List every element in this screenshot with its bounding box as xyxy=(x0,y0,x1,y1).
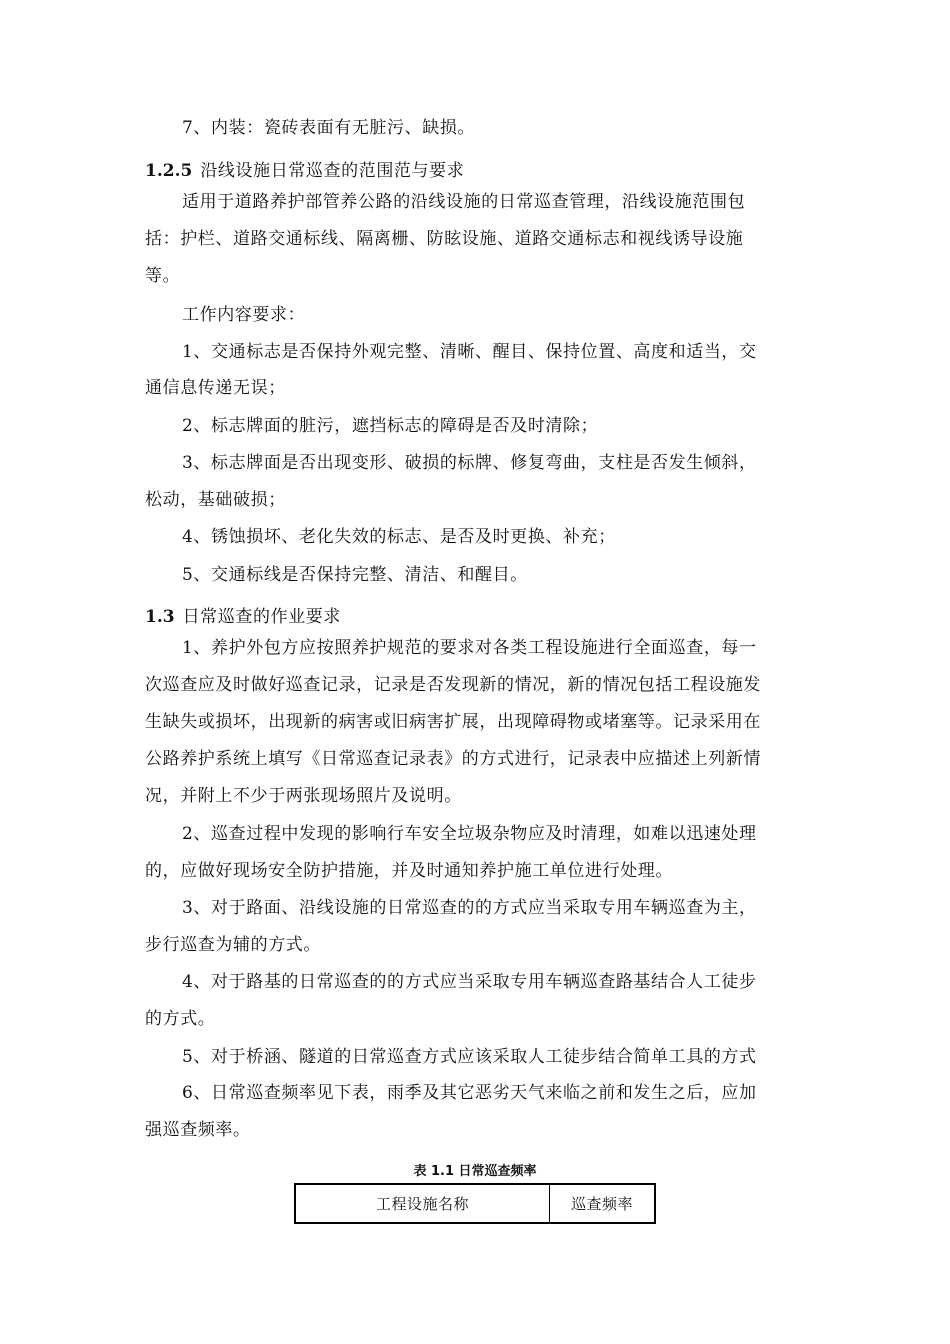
paragraph-line: 2、巡查过程中发现的影响行车安全垃圾杂物应及时清理，如难以迅速处理 xyxy=(182,824,757,844)
section-heading-1-2-5 xyxy=(145,159,810,183)
paragraph-line: 况，并附上不少于两张现场照片及说明。 xyxy=(145,786,462,806)
paragraph-line: 5、交通标线是否保持完整、清洁、和醒目。 xyxy=(182,565,528,585)
paragraph-line: 3、对于路面、沿线设施的日常巡查的的方式应当采取专用车辆巡查为主， xyxy=(182,898,757,918)
section-title: 日常巡查的作业要求 xyxy=(182,607,341,627)
paragraph-line: 括：护栏、道路交通标线、隔离栅、防眩设施、道路交通标志和视线诱导设施 xyxy=(145,229,744,249)
paragraph-line: 3、标志牌面是否出现变形、破损的标牌、修复弯曲，支柱是否发生倾斜， xyxy=(182,453,757,473)
paragraph-line: 公路养护系统上填写《日常巡查记录表》的方式进行，记录表中应描述上列新情 xyxy=(145,749,761,769)
paragraph-line: 7、内装：瓷砖表面有无脏污、缺损。 xyxy=(182,118,476,138)
paragraph-line: 适用于道路养护部管养公路的沿线设施的日常巡查管理，沿线设施范围包 xyxy=(182,192,746,212)
paragraph-line: 步行巡查为辅的方式。 xyxy=(145,935,321,955)
paragraph-line: 通信息传递无误； xyxy=(145,378,286,398)
paragraph-line: 生缺失或损坏，出现新的病害或旧病害扩展，出现障碍物或堵塞等。记录采用在 xyxy=(145,712,761,732)
paragraph-line: 次巡查应及时做好巡查记录，记录是否发现新的情况，新的情况包括工程设施发 xyxy=(145,675,761,695)
paragraph-line: 的，应做好现场安全防护措施，并及时通知养护施工单位进行处理。 xyxy=(145,861,673,881)
paragraph-line: 强巡查频率。 xyxy=(145,1120,251,1140)
paragraph-line: 松动，基础破损； xyxy=(145,490,286,510)
paragraph-line: 4、对于路基的日常巡查的的方式应当采取专用车辆巡查路基结合人工徒步 xyxy=(182,972,757,992)
paragraph-line: 1、交通标志是否保持外观完整、清晰、醒目、保持位置、高度和适当，交 xyxy=(182,342,757,362)
paragraph-line: 工作内容要求： xyxy=(182,305,306,325)
section-heading-1-3 xyxy=(145,605,810,629)
section-number: 1.2.5 xyxy=(145,161,193,181)
table-caption: 表 1.1 日常巡查频率 xyxy=(413,1164,537,1179)
paragraph-line: 等。 xyxy=(145,266,181,286)
paragraph-line: 的方式。 xyxy=(145,1009,216,1029)
paragraph-line: 6、日常巡查频率见下表，雨季及其它恶劣天气来临之前和发生之后，应加 xyxy=(182,1083,757,1103)
paragraph-line: 1、养护外包方应按照养护规范的要求对各类工程设施进行全面巡查，每一 xyxy=(182,638,757,658)
inspection-frequency-table xyxy=(294,1183,656,1224)
section-title: 沿线设施日常巡查的范围范与要求 xyxy=(200,161,465,181)
section-number: 1.3 xyxy=(145,607,175,627)
table-header-facility-name: 工程设施名称 xyxy=(296,1185,550,1222)
paragraph-line: 5、对于桥涵、隧道的日常巡查方式应该采取人工徒步结合简单工具的方式 xyxy=(182,1047,757,1067)
paragraph-line: 2、标志牌面的脏污，遮挡标志的障碍是否及时清除； xyxy=(182,416,599,436)
paragraph-line: 4、锈蚀损坏、老化失效的标志、是否及时更换、补充； xyxy=(182,527,616,547)
table-header-frequency: 巡查频率 xyxy=(570,1195,633,1213)
